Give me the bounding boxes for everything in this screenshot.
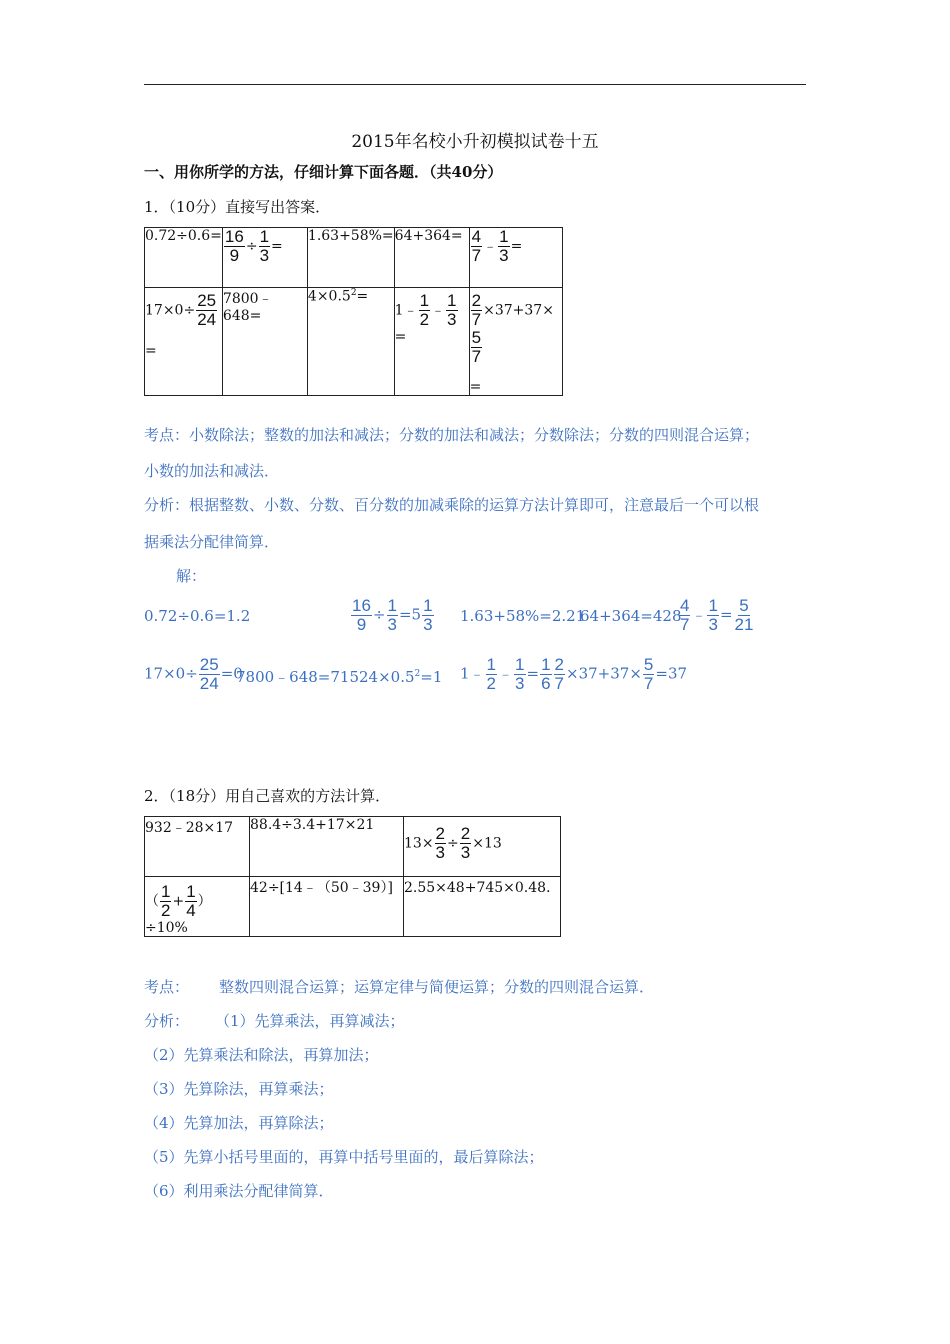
q1-cell: 1.63+58%= [307, 228, 394, 288]
q2-heading: 2．（18分）用自己喜欢的方法计算． [144, 787, 391, 805]
answer-1: 0.72÷0.6=1.2 [144, 607, 251, 625]
q2-step: （6）利用乘法分配律简算． [144, 1182, 334, 1200]
q2-kaodian: 考点： 整数四则混合运算；运算定律与简便运算；分数的四则混合运算． [144, 978, 655, 996]
q2-cell: 42÷[14﹣（50﹣39）] [250, 877, 404, 937]
q2-cell: 13× $\frac{2}{3}$ ÷ $\frac{2}{3}$ ×13 [404, 817, 561, 877]
q1-fenxi-cont: 据乘法分配律简算． [144, 533, 280, 551]
q2-cell: 2.55×48+745×0.48． [404, 877, 561, 937]
q1-cell: $\frac{2}{7}$ ×37+37× $\frac{5}{7}$ = [469, 288, 562, 396]
q2-cell: 88.4÷3.4+17×21 [250, 817, 404, 877]
answer-4: 64+364=428 [580, 607, 682, 625]
q1-cell: $4\times 0.5^2=$ [307, 288, 394, 396]
q2-fenxi: 分析： （1）先算乘法，再算减法； [144, 1012, 405, 1030]
q2-step: （4）先算加法，再算除法； [144, 1114, 334, 1132]
answer-6: 17×0÷ $\frac{25}{24}$ =0 [144, 655, 243, 693]
answer-3: 1.63+58%=2.21 [460, 607, 586, 625]
q2-cell: （ $\frac{1}{2}$ + $\frac{1}{4}$ ）÷10% [145, 877, 250, 937]
q1-cell: $\frac{4}{7}$ ﹣ $\frac{1}{3}$ = [469, 228, 562, 288]
top-rule [144, 84, 806, 85]
answer-5: $\frac{4}{7}$ ﹣ $\frac{1}{3}$ = $\frac{5}{21}$ [680, 596, 754, 634]
q1-heading: 1．（10分）直接写出答案． [144, 198, 331, 216]
q1-cell: 64+364= [394, 228, 469, 288]
q2-table [144, 816, 561, 937]
q1-cell: $\frac{16}{9}$ ÷ $\frac{1}{3}$ = [222, 228, 307, 288]
q1-jie: 解： [176, 567, 207, 585]
q1-cell: 1﹣ $\frac{1}{2}$ ﹣ $\frac{1}{3}$ = [394, 288, 469, 396]
q1-kaodian-cont: 小数的加法和减法． [144, 462, 280, 480]
q2-step: （3）先算除法，再算乘法； [144, 1080, 334, 1098]
q2-step: （2）先算乘法和除法，再算加法； [144, 1046, 379, 1064]
q1-fenxi: 分析：根据整数、小数、分数、百分数的加减乘除的运算方法计算即可，注意最后一个可以根 [144, 496, 760, 514]
answer-7: $7800﹣648=71524\times 0.5^2=1$ [236, 668, 443, 686]
q1-table [144, 227, 563, 396]
q1-cell: 7800﹣648= [222, 288, 307, 396]
q2-cell: 932﹣28×17 [145, 817, 250, 877]
section-heading: 一、用你所学的方法，仔细计算下面各题．（共40分） [144, 163, 503, 181]
page-title: 2015年名校小升初模拟试卷十五 [351, 132, 599, 152]
q2-step: （5）先算小括号里面的，再算中括号里面的，最后算除法； [144, 1148, 544, 1166]
answer-2: $\frac{16}{9}$ ÷ $\frac{1}{3}$ =5 $\frac{1}{3}$ [352, 596, 433, 634]
q1-cell: 0.72÷0.6= [145, 228, 223, 288]
q1-kaodian: 考点：小数除法；整数的加法和减法；分数的加法和减法；分数除法；分数的四则混合运算； [144, 426, 760, 444]
q1-cell: 17×0÷ $\frac{25}{24}$ = [145, 288, 223, 396]
answer-8: 1﹣ $\frac{1}{2}$ ﹣ $\frac{1}{3}$ = $\frac{1}{6}$ $\frac{2}{7}$ ×37+37× $\frac{5}{7}$ =37 [460, 655, 688, 693]
